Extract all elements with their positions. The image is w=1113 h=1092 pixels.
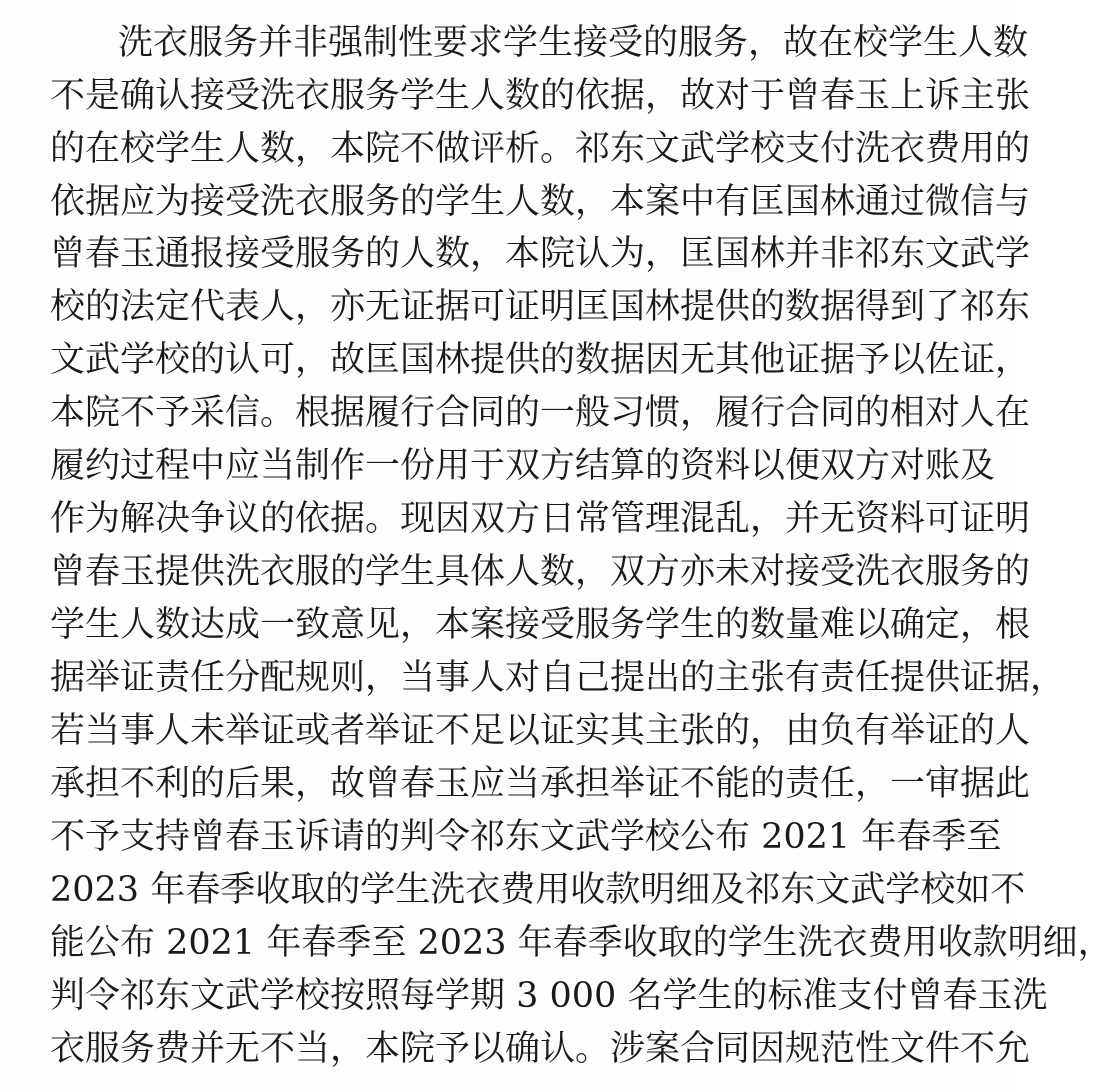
paragraph-line-11: 曾春玉提供洗衣服的学生具体人数，双方亦未对接受洗衣服务的 [50,552,1031,592]
paragraph-line-18: 能公布 2021 年春季至 2023 年春季收取的学生洗衣费用收款明细， [50,923,1113,963]
paragraph-line-6: 校的法定代表人，亦无证据可证明匡国林提供的数据得到了祁东 [50,287,1031,327]
paragraph-line-20: 衣服务费并无不当，本院予以确认。涉案合同因规范性文件不允 [50,1029,1031,1069]
paragraph-line-12: 学生人数达成一致意见，本案接受服务学生的数量难以确定，根 [50,605,1031,645]
paragraph-line-1: 洗衣服务并非强制性要求学生接受的服务，故在校学生人数 [118,23,1029,63]
paragraph-line-17: 2023 年春季收取的学生洗衣费用收款明细及祁东文武学校如不 [50,870,1026,910]
paragraph-line-19: 判令祁东文武学校按照每学期 3 000 名学生的标准支付曾春玉洗 [50,976,1048,1016]
paragraph-line-10: 作为解决争议的依据。现因双方日常管理混乱，并无资料可证明 [50,499,1031,539]
paragraph-line-14: 若当事人未举证或者举证不足以证实其主张的，由负有举证的人 [50,711,1031,751]
paragraph-line-7: 文武学校的认可，故匡国林提供的数据因无其他证据予以佐证， [50,340,1031,380]
paragraph-line-2: 不是确认接受洗衣服务学生人数的依据，故对于曾春玉上诉主张 [50,76,1031,116]
paragraph-line-3: 的在校学生人数，本院不做评析。祁东文武学校支付洗衣费用的 [50,129,1031,169]
paragraph-line-4: 依据应为接受洗衣服务的学生人数，本案中有匡国林通过微信与 [50,182,1031,222]
paragraph-line-9: 履约过程中应当制作一份用于双方结算的资料以便双方对账及 [50,446,996,486]
paragraph-line-8: 本院不予采信。根据履行合同的一般习惯，履行合同的相对人在 [50,393,1031,433]
paragraph-line-15: 承担不利的后果，故曾春玉应当承担举证不能的责任，一审据此 [50,764,1031,804]
paragraph-line-16: 不予支持曾春玉诉请的判令祁东文武学校公布 2021 年春季至 [50,817,1002,857]
paragraph-line-5: 曾春玉通报接受服务的人数，本院认为，匡国林并非祁东文武学 [50,234,1031,274]
paragraph-line-13: 据举证责任分配规则，当事人对自己提出的主张有责任提供证据， [50,658,1066,698]
